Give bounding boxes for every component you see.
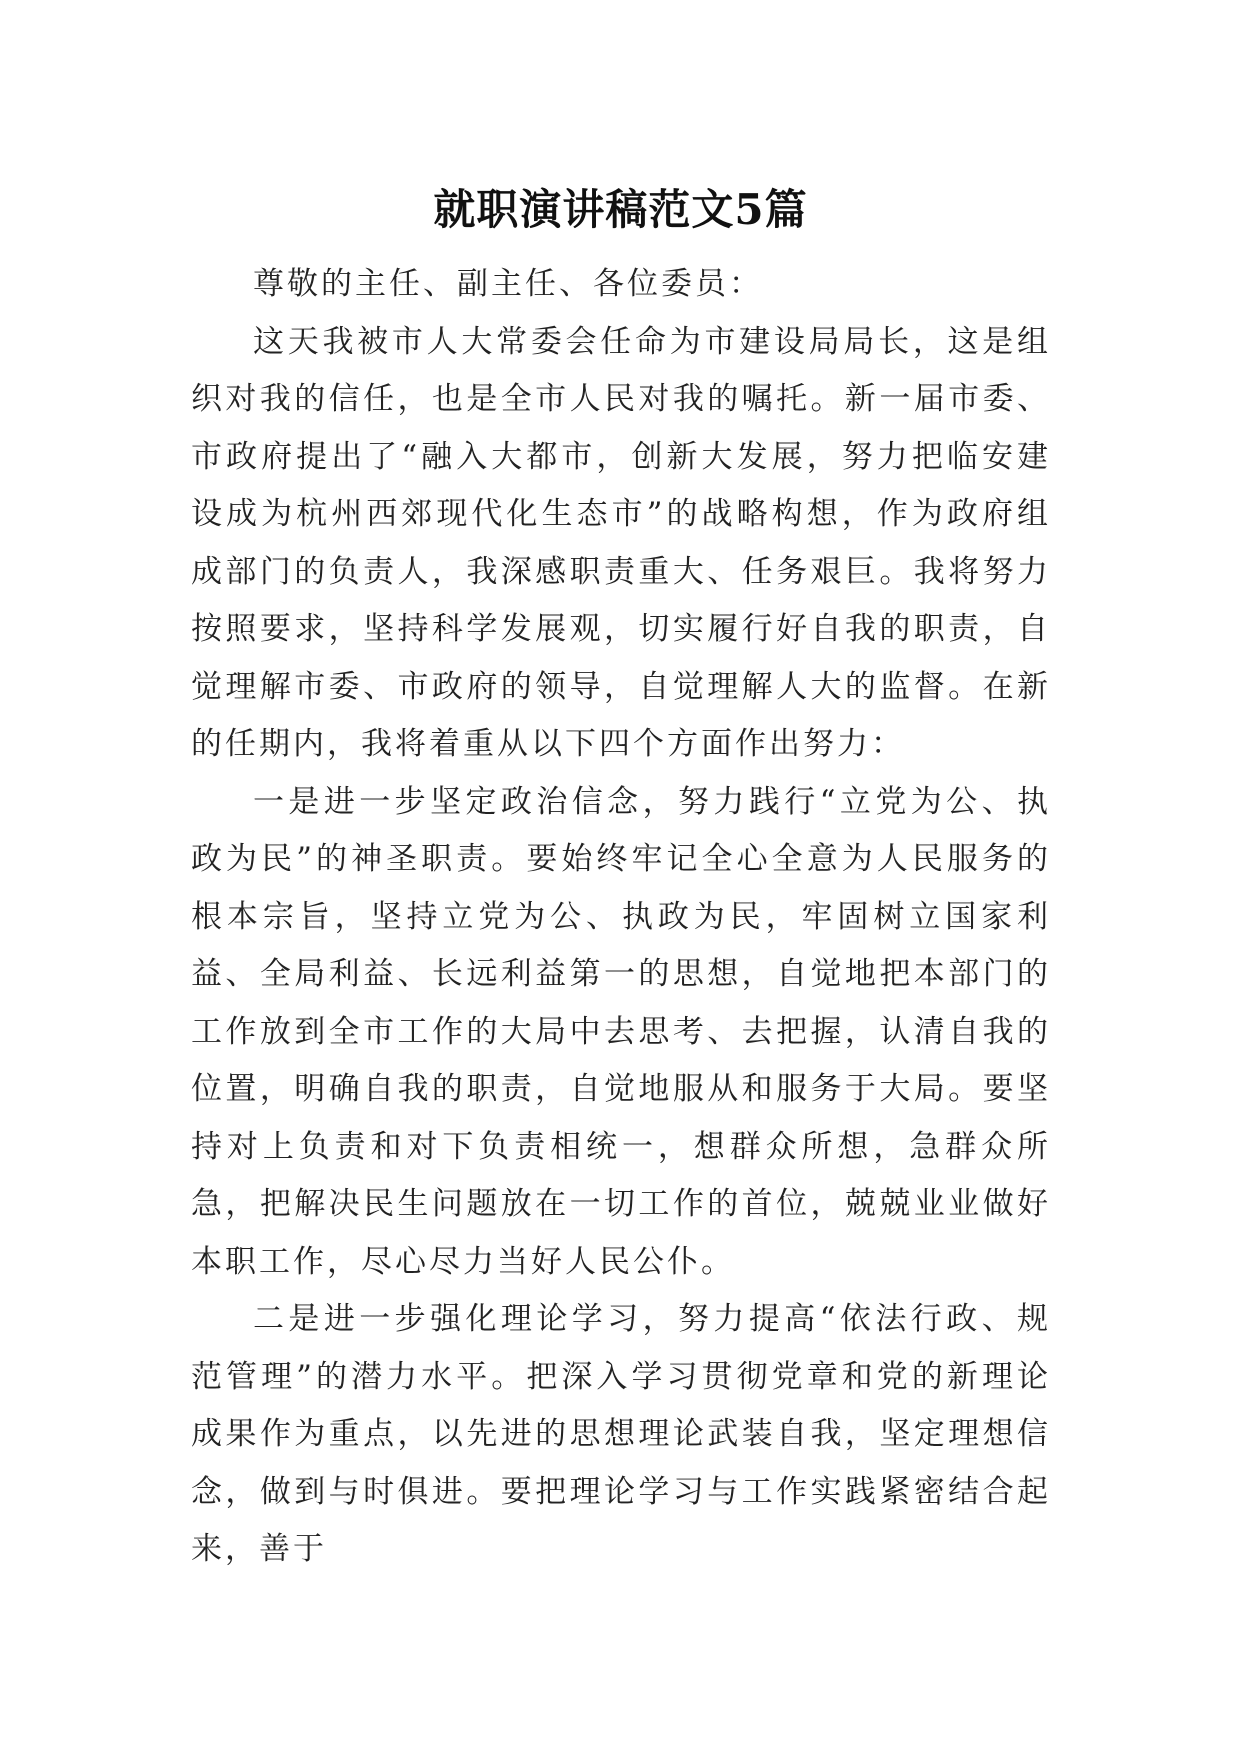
body-paragraph-point-two: 二是进一步强化理论学习，努力提高“依法行政、规范管理”的潜力水平。把深入学习贯彻党章和党的新理论成果作为重点，以先进的思想理论武装自我，坚定理想信念，做到与时俱进。要把理论学习与工作实践紧密结合起来，善于 — [191, 1301, 1051, 1567]
body-paragraph-point-one: 一是进一步坚定政治信念，努力践行“立党为公、执政为民”的神圣职责。要始终牢记全心全意为人民服务的根本宗旨，坚持立党为公、执政为民，牢固树立国家利益、全局利益、长远利益第一的思想，自觉地把本部门的工作放到全市工作的大局中去思考、去把握，认清自我的位置，明确自我的职责，自觉地服从和服务于大局。要坚持对上负责和对下负责相统一，想群众所想，急群众所急，把解决民生问题放在一切工作的首位，兢兢业业做好本职工作，尽心尽力当好人民公仆。 — [191, 783, 1051, 1280]
salutation-paragraph: 尊敬的主任、副主任、各位委员： — [253, 266, 763, 302]
document-body — [191, 256, 1051, 1579]
document-title: 就职演讲稿范文5篇 — [433, 185, 808, 235]
body-paragraph-intro: 这天我被市人大常委会任命为市建设局局长，这是组织对我的信任，也是全市人民对我的嘱托。新一届市委、市政府提出了“融入大都市，创新大发展，努力把临安建设成为杭州西郊现代化生态市”的战略构想，作为政府组成部门的负责人，我深感职责重大、任务艰巨。我将努力按照要求，坚持科学发展观，切实履行好自我的职责，自觉理解市委、市政府的领导，自觉理解人大的监督。在新的任期内，我将着重从以下四个方面作出努力： — [191, 323, 1051, 762]
